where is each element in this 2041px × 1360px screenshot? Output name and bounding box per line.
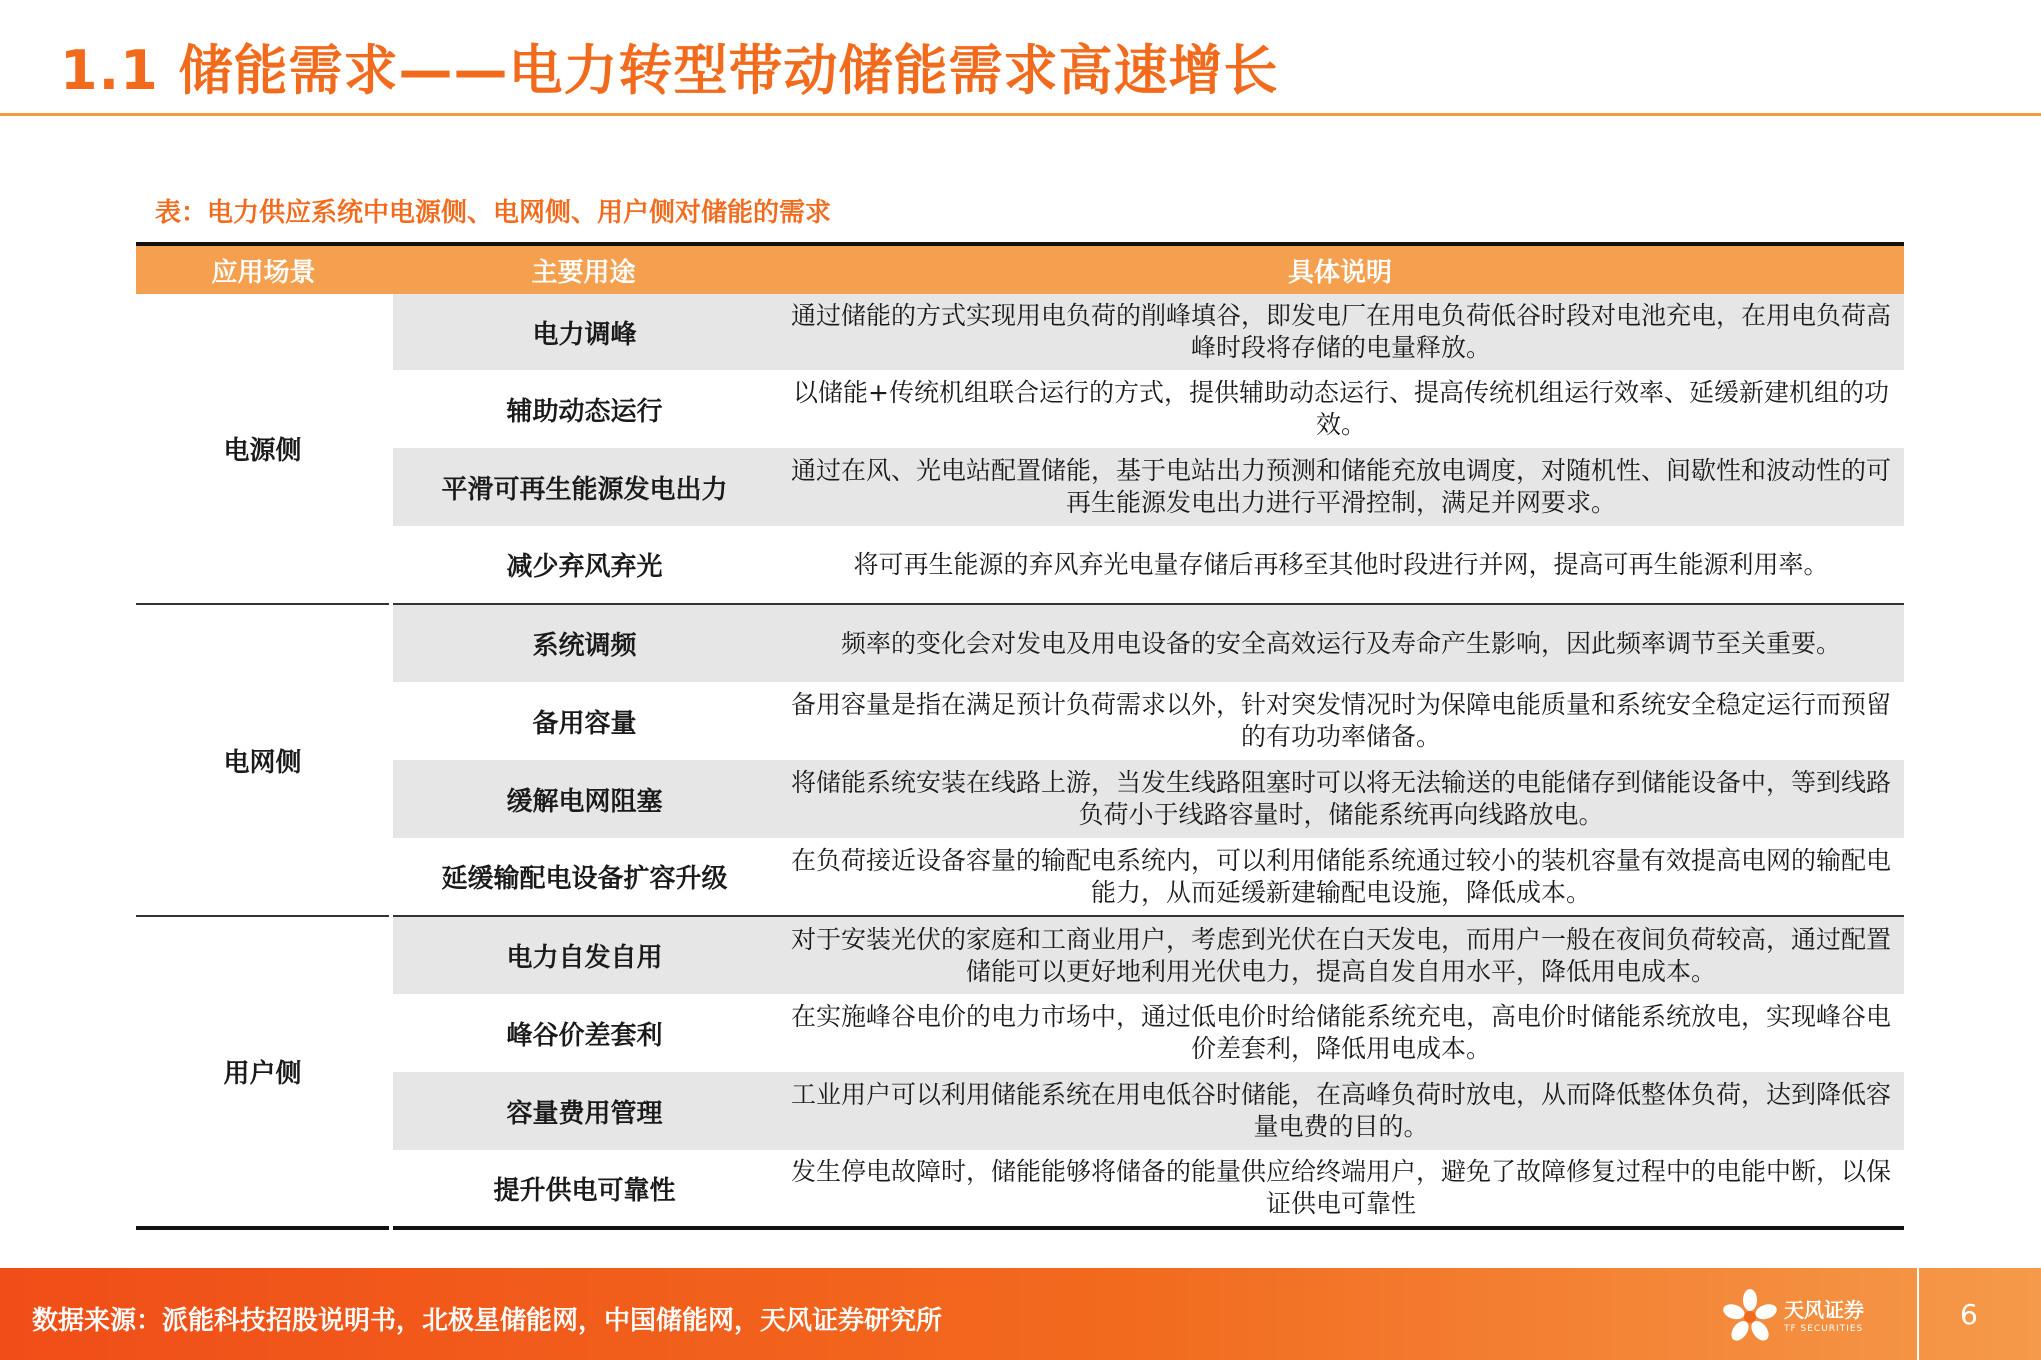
- company-logo: [1720, 1286, 1900, 1348]
- header-main-use: 主要用途: [391, 244, 776, 294]
- description-cell: 将储能系统安装在线路上游，当发生线路阻塞时可以将无法输送的电能储存到储能设备中，等到线路负荷小于线路容量时，储能系统再向线路放电。: [776, 760, 1904, 838]
- demand-table-container: [136, 242, 1904, 1230]
- description-cell: 备用容量是指在满足预计负荷需求以外，针对突发情况时为保障电能质量和系统安全稳定运行而预留的有功功率储备。: [790, 690, 1891, 751]
- use-cell: 缓解电网阻塞: [391, 760, 776, 838]
- table-row: [136, 526, 1904, 604]
- description-cell: 以储能+传统机组联合运行的方式，提供辅助动态运行、提高传统机组运行效率、延缓新建机组的功效。: [793, 378, 1889, 439]
- use-cell: 平滑可再生能源发电出力: [391, 448, 776, 526]
- table-row: [136, 994, 1904, 1072]
- table-row: [136, 1072, 1904, 1150]
- group-label-generation: 电源侧: [136, 294, 391, 604]
- title-divider: [0, 113, 2041, 116]
- use-cell: 峰谷价差套利: [391, 994, 776, 1072]
- description-cell: 通过在风、光电站配置储能，基于电站出力预测和储能充放电调度，对随机性、间歇性和波动性的可再生能源发电出力进行平滑控制，满足并网要求。: [776, 448, 1904, 526]
- table-row: [136, 370, 1904, 448]
- description-cell: 工业用户可以利用储能系统在用电低谷时储能，在高峰负荷时放电，从而降低整体负荷，达到降低容量电费的目的。: [776, 1072, 1904, 1150]
- table-row: [136, 1150, 1904, 1228]
- page-number-divider: [1917, 1268, 1919, 1360]
- table-row: [136, 838, 1904, 916]
- logo-text-en: TF SECURITIES: [1784, 1324, 1864, 1334]
- description-cell: 发生停电故障时，储能能够将储备的能量供应给终端用户，避免了故障修复过程中的电能中断，以保证供电可靠性: [790, 1157, 1891, 1218]
- description-cell: 频率的变化会对发电及用电设备的安全高效运行及寿命产生影响，因此频率调节至关重要。: [776, 604, 1904, 682]
- table-row: [136, 682, 1904, 760]
- table-caption: 表：电力供应系统中电源侧、电网侧、用户侧对储能的需求: [155, 198, 832, 228]
- page-number: 6: [1960, 1298, 1978, 1331]
- table-row: [136, 448, 1904, 526]
- table-header-row: [136, 244, 1904, 294]
- use-cell: 延缓输配电设备扩容升级: [391, 838, 776, 916]
- data-source-note: 数据来源：派能科技招股说明书，北极星储能网，中国储能网，天风证券研究所: [32, 1306, 943, 1336]
- table-row: [136, 294, 1904, 370]
- use-cell: 电力调峰: [391, 294, 776, 370]
- use-cell: 电力自发自用: [391, 916, 776, 994]
- slide-title: 1.1 储能需求——电力转型带动储能需求高速增长: [60, 39, 1279, 102]
- use-cell: 辅助动态运行: [391, 370, 776, 448]
- use-cell: 备用容量: [391, 682, 776, 760]
- storage-demand-table: [136, 242, 1904, 1230]
- description-cell: 在负荷接近设备容量的输配电系统内，可以利用储能系统通过较小的装机容量有效提高电网的输配电能力，从而延缓新建输配电设施，降低成本。: [790, 845, 1891, 907]
- group-label-user: 用户侧: [136, 916, 391, 1228]
- description-cell: 在实施峰谷电价的电力市场中，通过低电价时给储能系统充电，高电价时储能系统放电，实现峰谷电价差套利，降低用电成本。: [790, 1002, 1891, 1063]
- description-cell: 将可再生能源的弃风弃光电量存储后再移至其他时段进行并网，提高可再生能源利用率。: [853, 549, 1829, 579]
- use-cell: 容量费用管理: [391, 1072, 776, 1150]
- group-label-grid: 电网侧: [136, 604, 391, 916]
- table-row: [136, 604, 1904, 682]
- use-cell: 减少弃风弃光: [391, 526, 776, 604]
- header-scenario: 应用场景: [136, 244, 391, 294]
- table-row: [136, 916, 1904, 994]
- use-cell: 系统调频: [391, 604, 776, 682]
- description-cell: 通过储能的方式实现用电负荷的削峰填谷，即发电厂在用电负荷低谷时段对电池充电，在用电负荷高峰时段将存储的电量释放。: [776, 294, 1904, 370]
- header-description: 具体说明: [776, 244, 1904, 294]
- logo-text-cn: 天风证券: [1784, 1298, 1864, 1322]
- table-row: [136, 760, 1904, 838]
- use-cell: 提升供电可靠性: [391, 1150, 776, 1228]
- flower-logo-icon: [1720, 1286, 1780, 1348]
- description-cell: 对于安装光伏的家庭和工商业用户，考虑到光伏在白天发电，而用户一般在夜间负荷较高，通过配置储能可以更好地利用光伏电力，提高自发自用水平，降低用电成本。: [776, 916, 1904, 994]
